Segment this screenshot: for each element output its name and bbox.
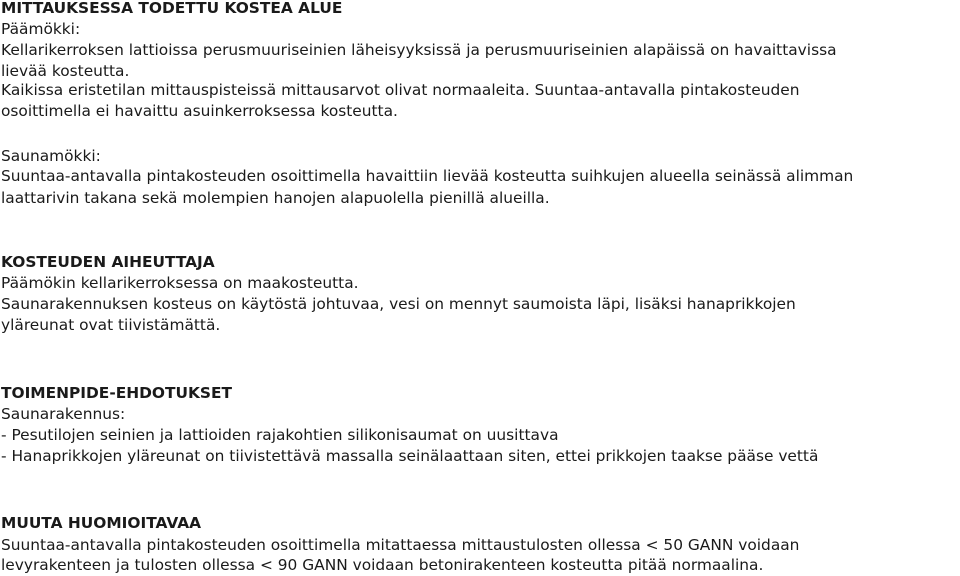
paragraph-line: osoittimella ei havaittu asuinkerroksessa kosteutta. <box>1 102 398 120</box>
label-saunarakennus: Saunarakennus: <box>1 405 126 423</box>
section-heading-other-notes: MUUTA HUOMIOITAVAA <box>1 514 202 532</box>
paragraph-line: laattarivin takana sekä molempien hanojen alapuolella pienillä alueilla. <box>1 189 550 207</box>
paragraph-line: Kellarikerroksen lattioissa perusmuuriseinien läheisyyksissä ja perusmuuriseinien alapäissä on havaittavissa <box>1 41 837 59</box>
paragraph-line: Saunarakennuksen kosteus on käytöstä johtuvaa, vesi on mennyt saumoista läpi, lisäksi hanaprikkojen <box>1 295 796 313</box>
label-saunamokki: Saunamökki: <box>1 147 101 165</box>
paragraph-line: Päämökin kellarikerroksessa on maakosteutta. <box>1 274 359 292</box>
label-paamokki: Päämökki: <box>1 20 81 38</box>
list-item: - Hanaprikkojen yläreunat on tiivistettävä massalla seinälaattaan siten, ettei prikkojen taakse pääse vettä <box>1 447 819 465</box>
paragraph-line: yläreunat ovat tiivistämättä. <box>1 316 221 334</box>
paragraph-line: levyrakenteen ja tulosten ollessa < 90 GANN voidaan betonirakenteen kosteutta pitää normaalina. <box>1 556 764 574</box>
paragraph-line: lievää kosteutta. <box>1 62 130 80</box>
paragraph-line: Kaikissa eristetilan mittauspisteissä mittausarvot olivat normaaleita. Suuntaa-antavalla pintakosteuden <box>1 81 800 99</box>
section-heading-cause-of-moisture: KOSTEUDEN AIHEUTTAJA <box>1 253 215 271</box>
paragraph-line: Suuntaa-antavalla pintakosteuden osoittimella mitattaessa mittaustulosten ollessa < 50 GANN voidaan <box>1 536 800 554</box>
list-item: - Pesutilojen seinien ja lattioiden rajakohtien silikonisaumat on uusittava <box>1 426 559 444</box>
paragraph-line: Suuntaa-antavalla pintakosteuden osoittimella havaittiin lievää kosteutta suihkujen alueella seinässä alimman <box>1 167 854 185</box>
section-heading-measured-damp-area: MITTAUKSESSA TODETTU KOSTEA ALUE <box>1 0 343 17</box>
section-heading-recommended-actions: TOIMENPIDE-EHDOTUKSET <box>1 384 232 402</box>
